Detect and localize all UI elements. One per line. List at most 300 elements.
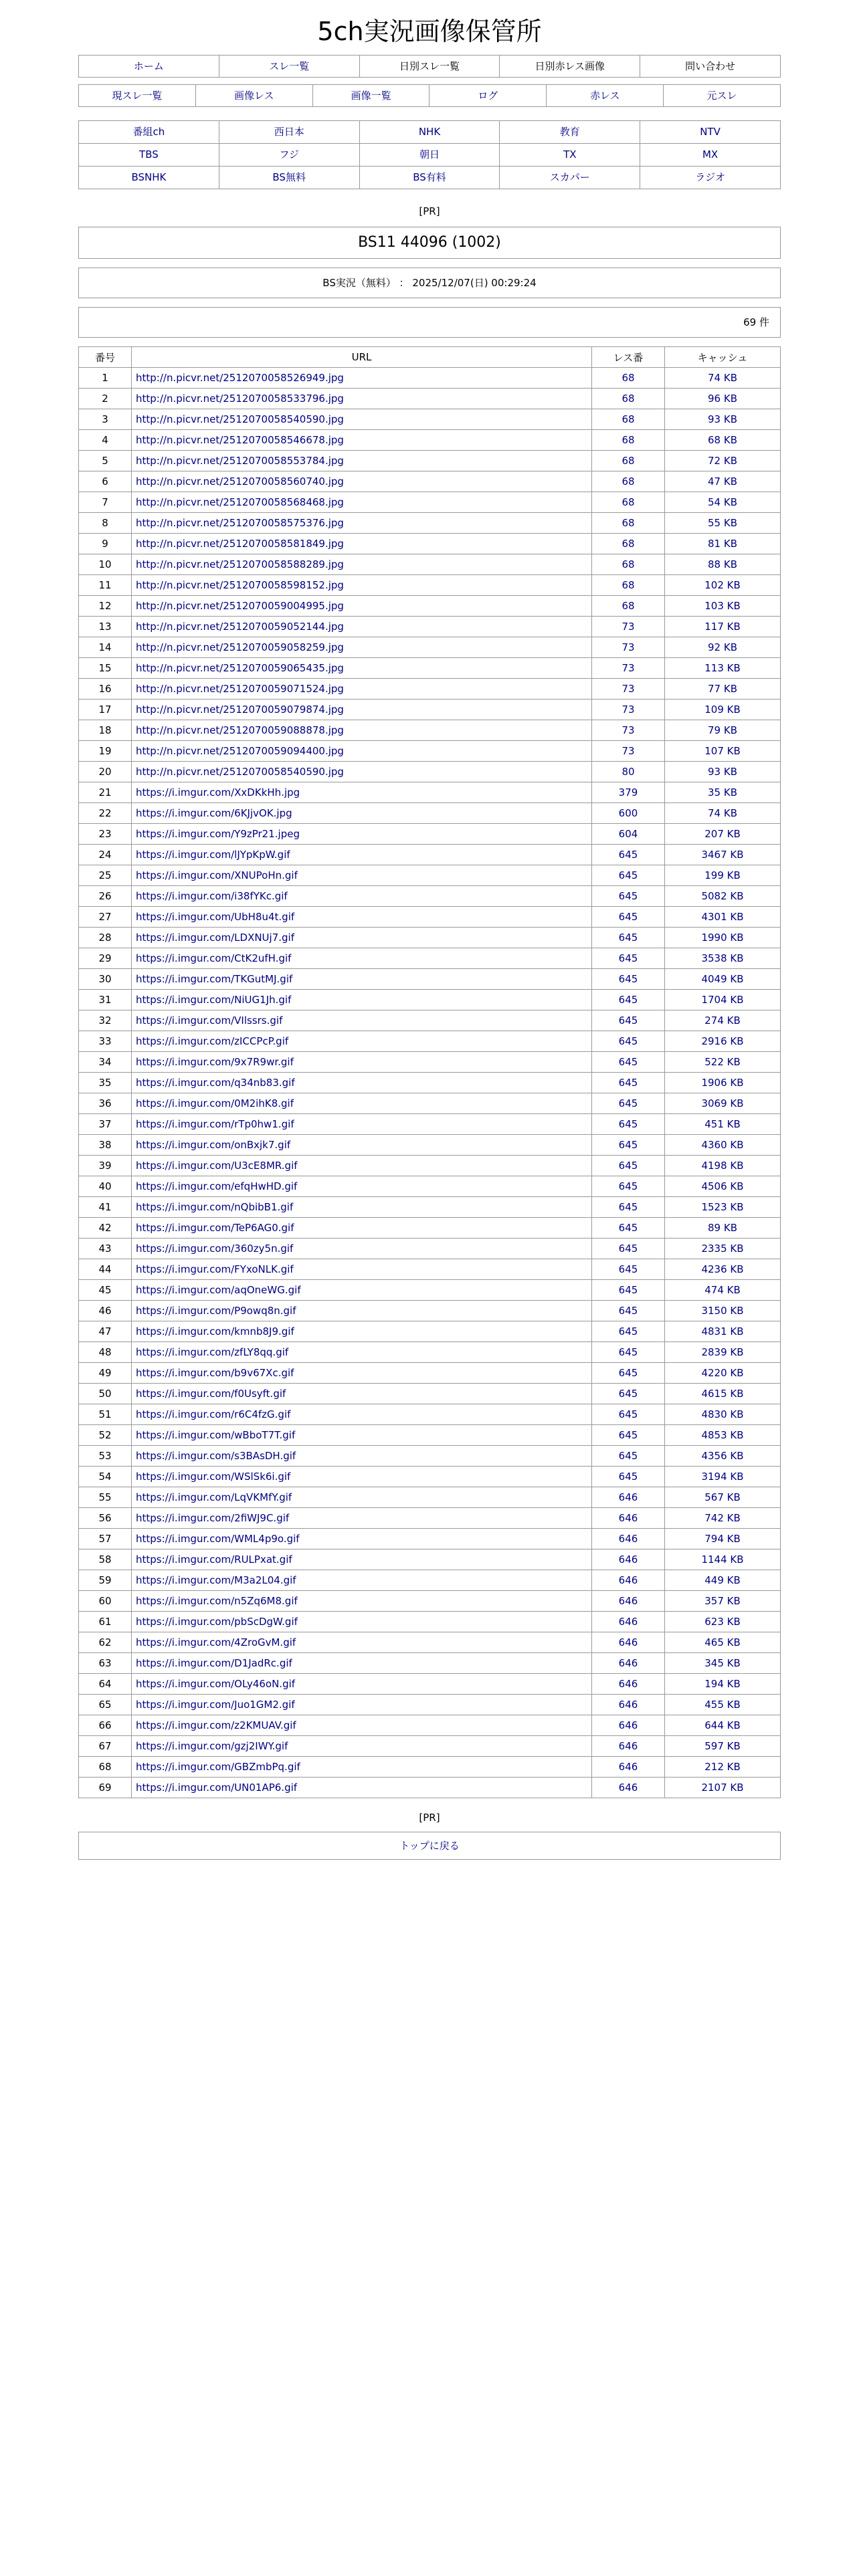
top-nav-link-4[interactable]: 日別赤レス画像 [535,60,605,72]
res-number-link[interactable]: 645 [618,1222,638,1234]
cache-cell [665,617,781,637]
res-number-link[interactable]: 68 [622,600,635,612]
image-url-link[interactable]: https://i.imgur.com/FYxoNLK.gif [136,1263,294,1275]
image-url-link[interactable]: https://i.imgur.com/s3BAsDH.gif [136,1450,296,1462]
cache-link[interactable]: 1906 KB [701,1077,744,1089]
cache-link[interactable]: 68 KB [708,434,737,446]
cache-link[interactable]: 81 KB [708,538,737,550]
res-number-link[interactable]: 646 [618,1761,638,1773]
res-number-cell [592,1529,665,1549]
image-url-link[interactable]: http://n.picvr.net/2512070059071524.jpg [136,683,344,695]
cache-link[interactable]: 74 KB [708,807,737,819]
table-row [79,1446,781,1467]
image-url-link[interactable]: https://i.imgur.com/WML4p9o.gif [136,1533,300,1545]
back-to-top-link[interactable]: トップに戻る [399,1840,460,1852]
res-number-cell [592,679,665,700]
res-number-link[interactable]: 73 [622,704,635,716]
res-number-link[interactable]: 646 [618,1699,638,1711]
board-grid-cell [500,121,640,143]
table-row [79,1384,781,1404]
res-number-cell [592,1156,665,1176]
res-number-link[interactable]: 646 [618,1657,638,1669]
image-url-link[interactable]: https://i.imgur.com/pbScDgW.gif [136,1616,298,1628]
cache-link[interactable]: 96 KB [708,393,737,405]
board-link[interactable]: 朝日 [419,148,440,160]
image-url-link[interactable]: http://n.picvr.net/2512070058540590.jpg [136,413,344,425]
table-row [79,1529,781,1549]
cache-cell [665,969,781,990]
row-number: 24 [79,845,132,865]
cache-link[interactable]: 2335 KB [701,1243,744,1255]
cache-link[interactable]: 74 KB [708,372,737,384]
image-url-link[interactable]: https://i.imgur.com/n5Zq6M8.gif [136,1595,298,1607]
res-number-link[interactable]: 645 [618,1408,638,1420]
cache-cell [665,1321,781,1342]
image-url-link[interactable]: https://i.imgur.com/onBxjk7.gif [136,1139,291,1151]
row-number: 20 [79,762,132,782]
cache-link[interactable]: 212 KB [704,1761,741,1773]
res-number-link[interactable]: 645 [618,869,638,881]
res-number-link[interactable]: 645 [618,849,638,861]
res-number-link[interactable]: 645 [618,994,638,1006]
res-number-link[interactable]: 68 [622,393,635,405]
res-number-link[interactable]: 645 [618,932,638,944]
cache-link[interactable]: 623 KB [704,1616,741,1628]
res-number-link[interactable]: 645 [618,1388,638,1400]
table-row [79,1404,781,1425]
url-cell [132,907,592,928]
image-url-link[interactable]: https://i.imgur.com/D1JadRc.gif [136,1657,292,1669]
board-link[interactable]: MX [702,148,719,160]
table-row [79,1301,781,1321]
res-number-cell [592,969,665,990]
res-number-link[interactable]: 68 [622,538,635,550]
table-row [79,1674,781,1695]
table-row [79,1715,781,1736]
cache-link[interactable]: 79 KB [708,724,737,736]
image-url-link[interactable]: https://i.imgur.com/UN01AP6.gif [136,1782,298,1794]
image-url-link[interactable]: http://n.picvr.net/2512070058575376.jpg [136,517,344,529]
row-number: 22 [79,803,132,824]
board-grid-cell [360,144,500,166]
res-number-link[interactable]: 645 [618,1035,638,1047]
res-number-cell [592,907,665,928]
image-url-link[interactable]: https://i.imgur.com/i38fYKc.gif [136,890,288,902]
cache-link[interactable]: 207 KB [704,828,741,840]
image-url-link[interactable]: http://n.picvr.net/2512070059004995.jpg [136,600,344,612]
res-number-link[interactable]: 645 [618,1139,638,1151]
image-url-link[interactable]: https://i.imgur.com/VIlssrs.gif [136,1014,283,1027]
cache-link[interactable]: 2107 KB [701,1782,744,1794]
res-number-link[interactable]: 646 [618,1553,638,1566]
top-nav-link-3[interactable]: 日別スレ一覧 [399,60,460,72]
res-number-link[interactable]: 645 [618,1367,638,1379]
res-number-link[interactable]: 645 [618,952,638,964]
res-number-link[interactable]: 645 [618,1160,638,1172]
image-url-link[interactable]: https://i.imgur.com/zfLY8qq.gif [136,1346,289,1358]
image-url-link[interactable]: http://n.picvr.net/2512070058581849.jpg [136,538,344,550]
res-number-link[interactable]: 645 [618,1471,638,1483]
image-url-link[interactable]: https://i.imgur.com/P9owq8n.gif [136,1305,296,1317]
row-number: 15 [79,658,132,679]
cache-link[interactable]: 451 KB [704,1118,741,1130]
res-number-cell [592,720,665,741]
image-url-link[interactable]: https://i.imgur.com/GBZmbPq.gif [136,1761,300,1773]
res-number-link[interactable]: 68 [622,558,635,570]
image-url-link[interactable]: https://i.imgur.com/wBboT7T.gif [136,1429,296,1441]
cache-link[interactable]: 4831 KB [701,1325,744,1337]
image-url-link[interactable]: https://i.imgur.com/4ZroGvM.gif [136,1636,296,1648]
image-url-link[interactable]: http://n.picvr.net/2512070058540590.jpg [136,766,344,778]
res-number-link[interactable]: 646 [618,1616,638,1628]
cache-link[interactable]: 455 KB [704,1699,741,1711]
res-number-link[interactable]: 646 [618,1719,638,1731]
cache-link[interactable]: 113 KB [704,662,741,674]
image-url-link[interactable]: http://n.picvr.net/2512070059088878.jpg [136,724,344,736]
top-nav-link-1[interactable]: ホーム [133,60,164,72]
cache-link[interactable]: 47 KB [708,475,737,488]
cache-link[interactable]: 2839 KB [701,1346,744,1358]
res-number-link[interactable]: 600 [618,807,638,819]
url-cell [132,492,592,513]
res-number-link[interactable]: 68 [622,413,635,425]
cache-link[interactable]: 465 KB [704,1636,741,1648]
cache-link[interactable]: 794 KB [704,1533,741,1545]
cache-link[interactable]: 4356 KB [701,1450,744,1462]
board-link[interactable]: 西日本 [274,126,304,138]
res-number-link[interactable]: 646 [618,1595,638,1607]
cache-cell [665,1197,781,1218]
cache-link[interactable]: 194 KB [704,1678,741,1690]
res-number-link[interactable]: 646 [618,1782,638,1794]
res-number-link[interactable]: 645 [618,1118,638,1130]
thread-nav-link-1[interactable]: 現スレ一覧 [112,90,163,102]
cache-link[interactable]: 4853 KB [701,1429,744,1441]
table-row [79,1280,781,1301]
cache-link[interactable]: 522 KB [704,1056,741,1068]
res-number-link[interactable]: 645 [618,1243,638,1255]
image-url-link[interactable]: https://i.imgur.com/UbH8u4t.gif [136,911,295,923]
cache-link[interactable]: 109 KB [704,704,741,716]
cache-link[interactable]: 4236 KB [701,1263,744,1275]
image-url-link[interactable]: https://i.imgur.com/0M2ihK8.gif [136,1097,294,1109]
cache-link[interactable]: 35 KB [708,786,737,798]
board-link[interactable]: TX [563,148,577,160]
image-url-link[interactable]: https://i.imgur.com/LDXNUj7.gif [136,932,294,944]
url-cell [132,1093,592,1114]
image-url-link[interactable]: https://i.imgur.com/LqVKMfY.gif [136,1491,292,1503]
thread-nav-link-4[interactable]: ログ [478,90,498,102]
thread-nav-link-6[interactable]: 元スレ [706,90,737,102]
image-url-link[interactable]: https://i.imgur.com/CtK2ufH.gif [136,952,292,964]
board-grid-cell [219,167,360,189]
cache-link[interactable]: 357 KB [704,1595,741,1607]
cache-link[interactable]: 3194 KB [701,1471,744,1483]
image-url-link[interactable]: http://n.picvr.net/2512070058553784.jpg [136,455,344,467]
res-number-link[interactable]: 73 [622,724,635,736]
cache-cell [665,1695,781,1715]
cache-link[interactable]: 103 KB [704,600,741,612]
board-link[interactable]: 教育 [559,126,580,138]
cache-link[interactable]: 3150 KB [701,1305,744,1317]
res-number-link[interactable]: 645 [618,1180,638,1192]
image-url-link[interactable]: http://n.picvr.net/2512070058546678.jpg [136,434,344,446]
url-cell [132,1757,592,1778]
table-row [79,1259,781,1280]
image-url-link[interactable]: https://i.imgur.com/TKGutMJ.gif [136,973,293,985]
image-url-link[interactable]: https://i.imgur.com/WSlSk6i.gif [136,1471,291,1483]
board-link[interactable]: 番組ch [132,126,165,138]
cache-link[interactable]: 474 KB [704,1284,741,1296]
thread-nav-link-2[interactable]: 画像レス [233,90,274,102]
image-url-link[interactable]: https://i.imgur.com/b9v67Xc.gif [136,1367,294,1379]
thread-nav-link-3[interactable]: 画像一覧 [351,90,391,102]
cache-link[interactable]: 1704 KB [701,994,744,1006]
url-cell [132,575,592,596]
image-url-link[interactable]: https://i.imgur.com/TeP6AG0.gif [136,1222,294,1234]
cache-link[interactable]: 93 KB [708,766,737,778]
cache-link[interactable]: 742 KB [704,1512,741,1524]
cache-link[interactable]: 567 KB [704,1491,741,1503]
url-cell [132,762,592,782]
res-number-link[interactable]: 68 [622,434,635,446]
res-number-link[interactable]: 645 [618,1097,638,1109]
image-url-link[interactable]: http://n.picvr.net/2512070059058259.jpg [136,641,344,653]
header-url: URL [132,347,592,368]
url-cell [132,1508,592,1529]
res-number-link[interactable]: 68 [622,517,635,529]
cache-link[interactable]: 3467 KB [701,849,744,861]
cache-link[interactable]: 107 KB [704,745,741,757]
image-url-link[interactable]: http://n.picvr.net/2512070058598152.jpg [136,579,344,591]
board-link[interactable]: ラジオ [695,171,726,183]
cache-link[interactable]: 88 KB [708,558,737,570]
board-link[interactable]: NTV [700,126,721,138]
url-cell [132,1218,592,1239]
cache-link[interactable]: 4301 KB [701,911,744,923]
res-number-link[interactable]: 646 [618,1491,638,1503]
cache-link[interactable]: 4049 KB [701,973,744,985]
res-number-link[interactable]: 73 [622,641,635,653]
res-number-link[interactable]: 73 [622,745,635,757]
image-url-link[interactable]: https://i.imgur.com/Juo1GM2.gif [136,1699,295,1711]
cache-link[interactable]: 77 KB [708,683,737,695]
row-number: 42 [79,1218,132,1239]
cache-link[interactable]: 1523 KB [701,1201,744,1213]
cache-link[interactable]: 4198 KB [701,1160,744,1172]
table-row [79,471,781,492]
res-number-link[interactable]: 68 [622,455,635,467]
image-url-link[interactable]: https://i.imgur.com/RULPxat.gif [136,1553,292,1566]
cache-link[interactable]: 2916 KB [701,1035,744,1047]
res-number-link[interactable]: 646 [618,1512,638,1524]
res-number-cell [592,513,665,534]
res-number-link[interactable]: 646 [618,1636,638,1648]
cache-cell [665,1342,781,1363]
image-url-link[interactable]: http://n.picvr.net/2512070058588289.jpg [136,558,344,570]
cache-link[interactable]: 4615 KB [701,1388,744,1400]
image-url-link[interactable]: https://i.imgur.com/XxDKkHh.jpg [136,786,300,798]
cache-link[interactable]: 4360 KB [701,1139,744,1151]
cache-link[interactable]: 5082 KB [701,890,744,902]
board-link[interactable]: TBS [139,148,159,160]
table-row [79,928,781,948]
image-url-link[interactable]: https://i.imgur.com/f0Usyft.gif [136,1388,286,1400]
cache-link[interactable]: 89 KB [708,1222,737,1234]
image-url-link[interactable]: https://i.imgur.com/efqHwHD.gif [136,1180,298,1192]
top-nav-link-5[interactable]: 問い合わせ [685,60,736,72]
cache-link[interactable]: 117 KB [704,621,741,633]
image-url-link[interactable]: https://i.imgur.com/r6C4fzG.gif [136,1408,291,1420]
res-number-cell [592,1446,665,1467]
image-url-link[interactable]: https://i.imgur.com/XNUPoHn.gif [136,869,298,881]
res-number-link[interactable]: 68 [622,579,635,591]
cache-link[interactable]: 644 KB [704,1719,741,1731]
res-number-link[interactable]: 646 [618,1678,638,1690]
image-url-link[interactable]: https://i.imgur.com/2fiWJ9C.gif [136,1512,290,1524]
res-number-cell [592,1695,665,1715]
image-url-link[interactable]: https://i.imgur.com/aqOneWG.gif [136,1284,301,1296]
image-url-link[interactable]: http://n.picvr.net/2512070059094400.jpg [136,745,344,757]
res-number-link[interactable]: 645 [618,1305,638,1317]
image-url-link[interactable]: https://i.imgur.com/gzj2IWY.gif [136,1740,288,1752]
cache-link[interactable]: 4830 KB [701,1408,744,1420]
res-number-link[interactable]: 645 [618,1429,638,1441]
image-url-link[interactable]: http://n.picvr.net/2512070058568468.jpg [136,496,344,508]
url-cell [132,741,592,762]
cache-link[interactable]: 199 KB [704,869,741,881]
res-number-link[interactable]: 73 [622,662,635,674]
row-number: 48 [79,1342,132,1363]
cache-link[interactable]: 4220 KB [701,1367,744,1379]
res-number-link[interactable]: 645 [618,973,638,985]
res-number-link[interactable]: 645 [618,911,638,923]
row-number: 60 [79,1591,132,1612]
image-url-link[interactable]: https://i.imgur.com/OLy46oN.gif [136,1678,296,1690]
image-url-link[interactable]: https://i.imgur.com/U3cE8MR.gif [136,1160,298,1172]
row-number: 51 [79,1404,132,1425]
res-number-link[interactable]: 73 [622,683,635,695]
res-number-link[interactable]: 645 [618,1325,638,1337]
image-url-link[interactable]: https://i.imgur.com/360zy5n.gif [136,1243,294,1255]
res-number-link[interactable]: 80 [622,766,635,778]
res-number-link[interactable]: 646 [618,1574,638,1586]
res-number-link[interactable]: 645 [618,1056,638,1068]
board-link[interactable]: スカパー [549,171,590,183]
row-number: 9 [79,534,132,554]
res-number-link[interactable]: 604 [618,828,638,840]
image-url-link[interactable]: http://n.picvr.net/2512070059065435.jpg [136,662,344,674]
cache-link[interactable]: 1144 KB [701,1553,744,1566]
res-number-link[interactable]: 645 [618,1077,638,1089]
image-url-link[interactable]: https://i.imgur.com/NiUG1Jh.gif [136,994,292,1006]
image-url-link[interactable]: https://i.imgur.com/zICCPcP.gif [136,1035,289,1047]
url-cell [132,596,592,617]
cache-link[interactable]: 92 KB [708,641,737,653]
image-url-link[interactable]: https://i.imgur.com/rTp0hw1.gif [136,1118,294,1130]
res-number-link[interactable]: 73 [622,621,635,633]
cache-link[interactable]: 54 KB [708,496,737,508]
table-row [79,430,781,451]
res-number-link[interactable]: 645 [618,1346,638,1358]
cache-link[interactable]: 3069 KB [701,1097,744,1109]
res-number-link[interactable]: 645 [618,1284,638,1296]
res-number-link[interactable]: 645 [618,1263,638,1275]
board-link[interactable]: NHK [418,126,441,138]
cache-link[interactable]: 3538 KB [701,952,744,964]
url-cell [132,471,592,492]
top-nav-link-2[interactable]: スレ一覧 [269,60,310,72]
thread-nav-link-5[interactable]: 赤レス [589,90,620,102]
board-link[interactable]: フジ [279,148,299,160]
cache-link[interactable]: 102 KB [704,579,741,591]
image-url-link[interactable]: https://i.imgur.com/6KJjvOK.jpg [136,807,292,819]
cache-link[interactable]: 72 KB [708,455,737,467]
image-url-link[interactable]: http://n.picvr.net/2512070058560740.jpg [136,475,344,488]
res-number-link[interactable]: 645 [618,890,638,902]
thread-nav-cell [313,85,430,106]
res-number-link[interactable]: 646 [618,1533,638,1545]
row-number: 13 [79,617,132,637]
row-number: 10 [79,554,132,575]
table-header-row [79,347,781,368]
board-link[interactable]: BS無料 [272,171,306,183]
image-url-link[interactable]: https://i.imgur.com/lJYpKpW.gif [136,849,290,861]
url-cell [132,1156,592,1176]
image-url-link[interactable]: https://i.imgur.com/z2KMUAV.gif [136,1719,296,1731]
image-url-link[interactable]: http://n.picvr.net/2512070059052144.jpg [136,621,344,633]
row-number: 18 [79,720,132,741]
res-number-link[interactable]: 645 [618,1201,638,1213]
row-number: 38 [79,1135,132,1156]
row-number: 58 [79,1549,132,1570]
board-link[interactable]: BS有料 [413,171,446,183]
cache-link[interactable]: 93 KB [708,413,737,425]
image-url-link[interactable]: http://n.picvr.net/2512070059079874.jpg [136,704,344,716]
image-url-link[interactable]: http://n.picvr.net/2512070058533796.jpg [136,393,344,405]
cache-link[interactable]: 1990 KB [701,932,744,944]
res-number-link[interactable]: 645 [618,1450,638,1462]
row-number: 47 [79,1321,132,1342]
cache-cell [665,1487,781,1508]
res-number-link[interactable]: 646 [618,1740,638,1752]
image-url-link[interactable]: https://i.imgur.com/nQbibB1.gif [136,1201,294,1213]
cache-link[interactable]: 597 KB [704,1740,741,1752]
cache-link[interactable]: 55 KB [708,517,737,529]
image-url-link[interactable]: http://n.picvr.net/2512070058526949.jpg [136,372,344,384]
image-url-link[interactable]: https://i.imgur.com/9x7R9wr.gif [136,1056,294,1068]
image-url-link[interactable]: https://i.imgur.com/Y9zPr21.jpeg [136,828,300,840]
table-row [79,886,781,907]
cache-cell [665,1736,781,1757]
res-number-link[interactable]: 68 [622,372,635,384]
res-number-link[interactable]: 68 [622,475,635,488]
res-number-link[interactable]: 645 [618,1014,638,1027]
cache-link[interactable]: 449 KB [704,1574,741,1586]
image-url-link[interactable]: https://i.imgur.com/M3a2L04.gif [136,1574,296,1586]
board-grid-cell [500,144,640,166]
image-url-link[interactable]: https://i.imgur.com/q34nb83.gif [136,1077,295,1089]
res-number-cell [592,803,665,824]
cache-link[interactable]: 345 KB [704,1657,741,1669]
cache-link[interactable]: 4506 KB [701,1180,744,1192]
board-link[interactable]: BSNHK [131,171,167,183]
res-number-link[interactable]: 379 [618,786,638,798]
image-url-link[interactable]: https://i.imgur.com/kmnb8J9.gif [136,1325,294,1337]
cache-link[interactable]: 274 KB [704,1014,741,1027]
res-number-link[interactable]: 68 [622,496,635,508]
board-grid-cell [79,144,219,166]
